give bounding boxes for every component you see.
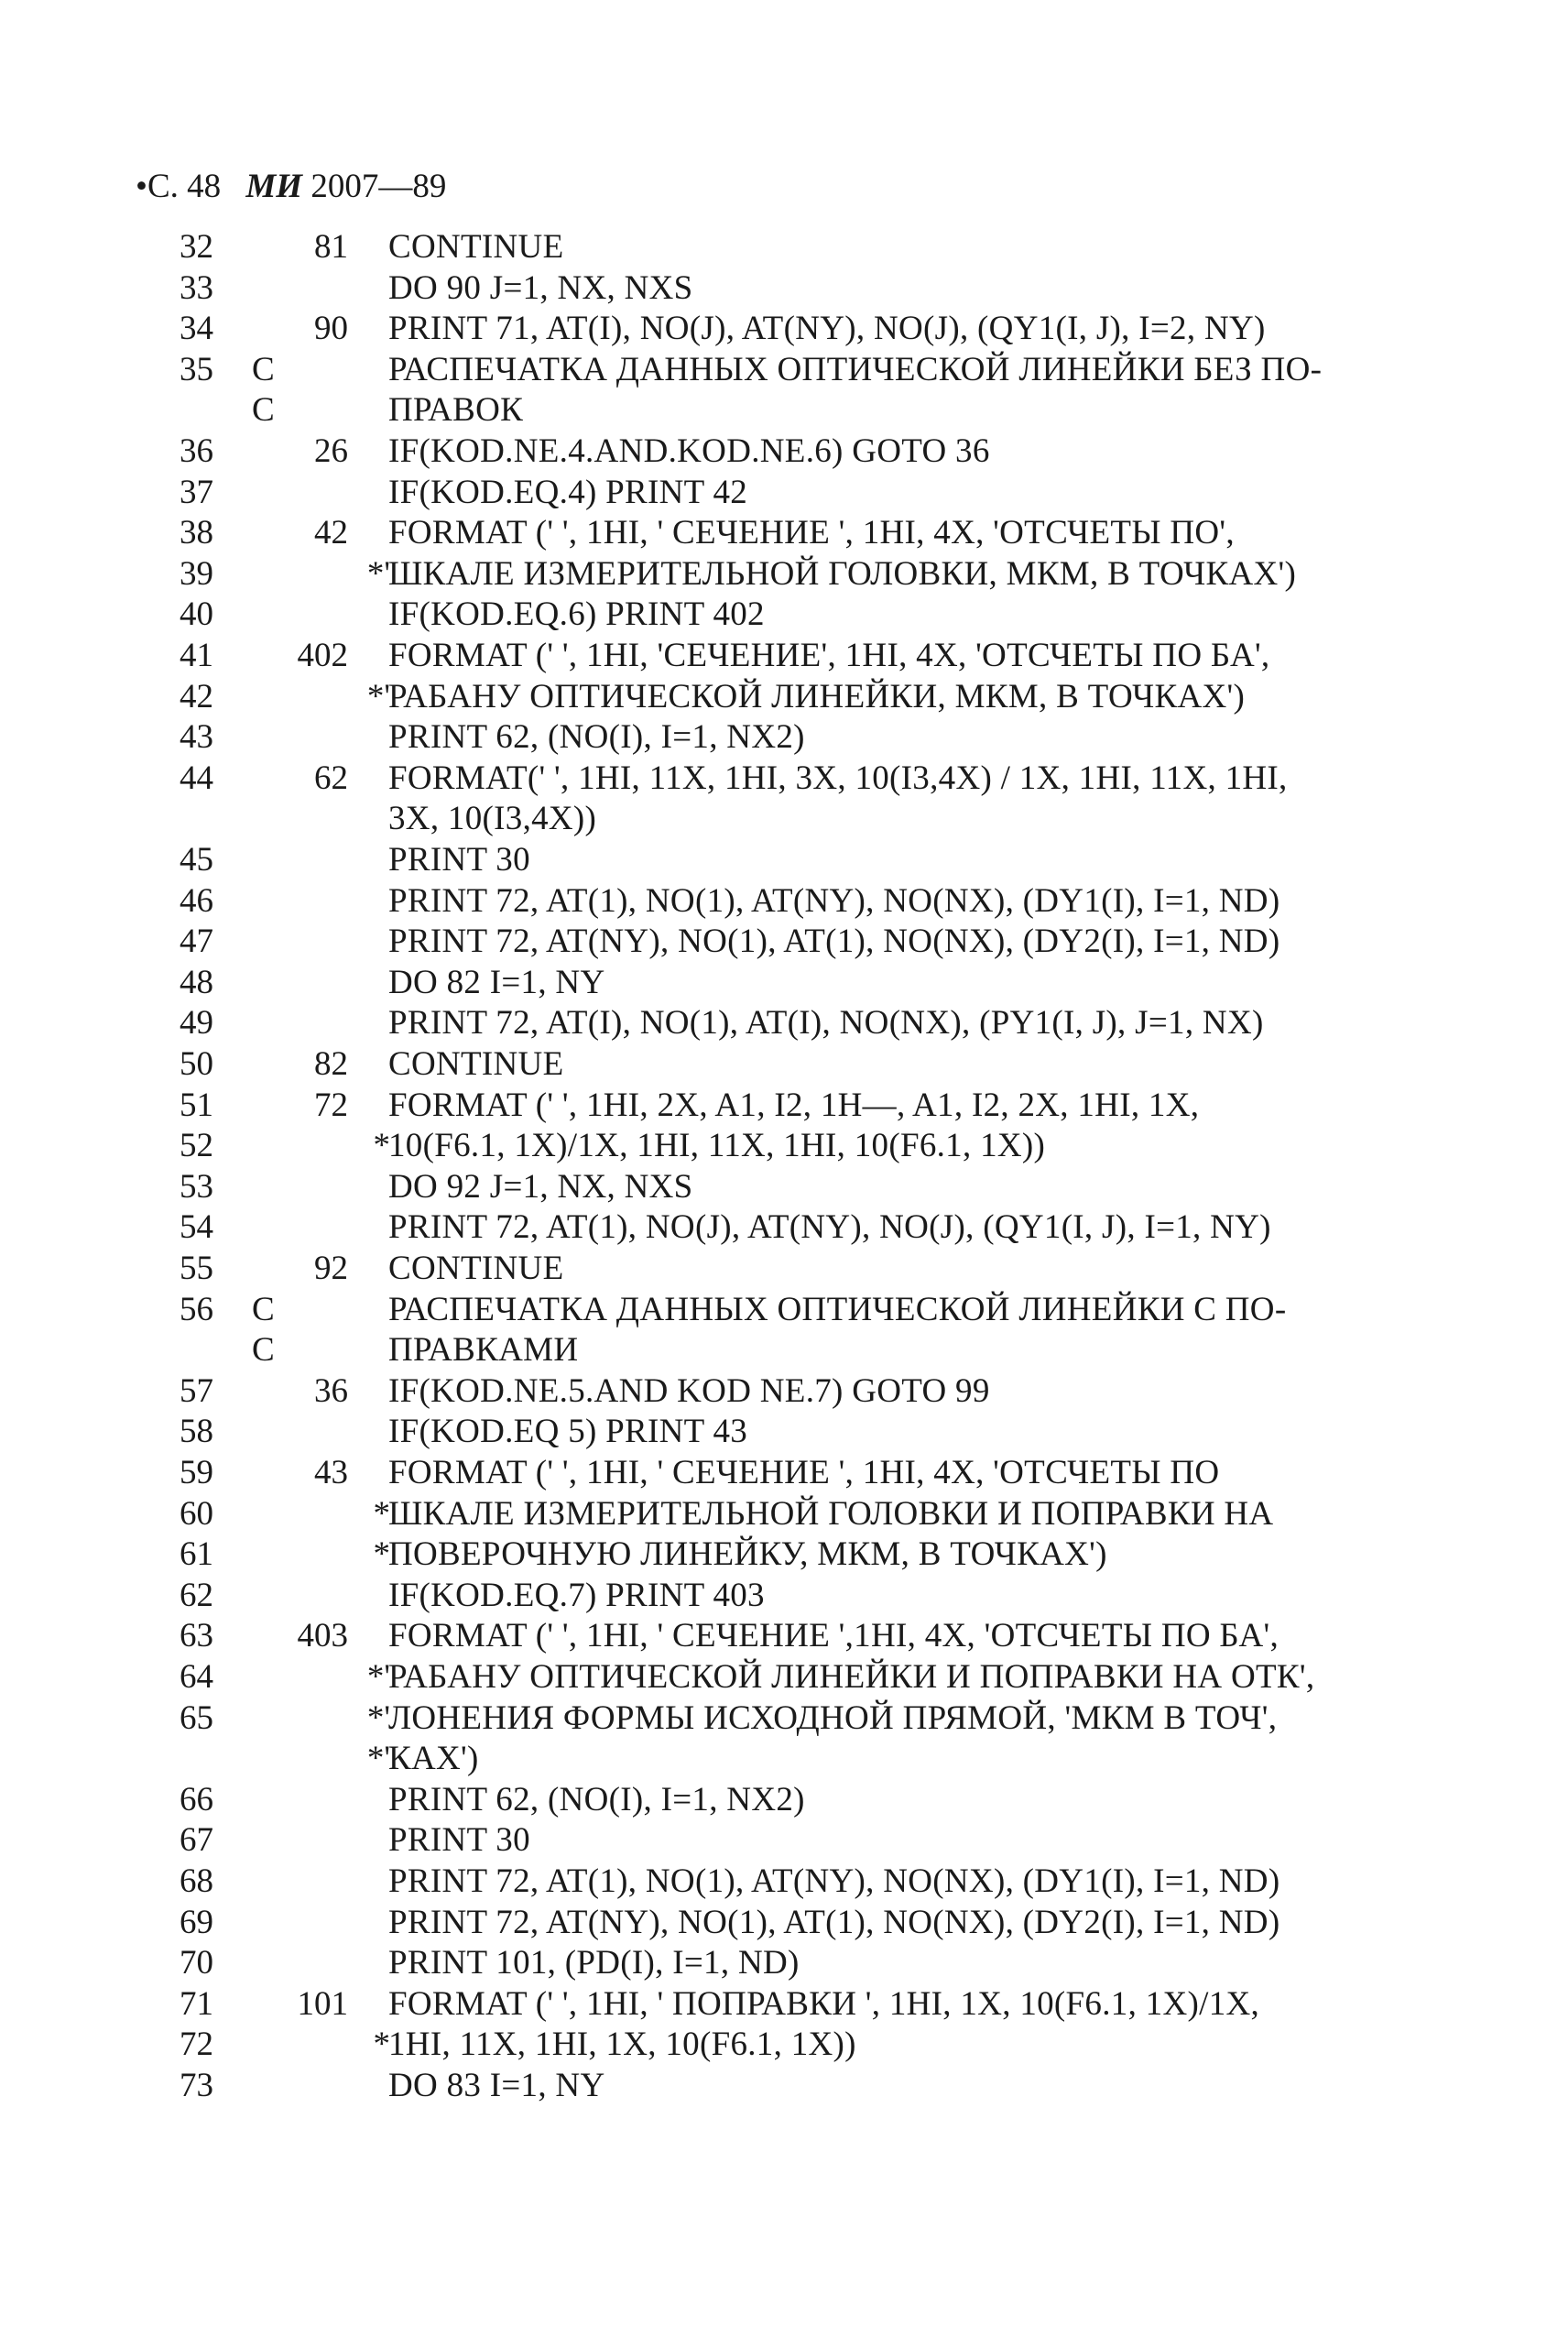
line-number: 49 (180, 1004, 213, 1043)
statement-label: 81 (314, 228, 348, 266)
code-text: PRINT 62, (NO(I), I=1, NX2) (388, 718, 805, 757)
code-text: FORMAT (' ', 1HI, 'СЕЧЕНИЕ', 1HI, 4X, 'ОТСЧЕТЫ ПО БА', (388, 637, 1270, 674)
document-code: МИ 2007—89 (245, 168, 447, 205)
code-text: IF(KOD.NE.5.AND KOD NE.7) GOTO 99 (388, 1371, 990, 1410)
page-reference: •С. 48 (136, 168, 222, 205)
line-number: 34 (180, 310, 213, 348)
statement-label: 72 (314, 1086, 348, 1124)
code-text: PRINT 72, AT(NY), NO(1), AT(1), NO(NX), (DY2(I), I=1, ND) (388, 1903, 1280, 1941)
code-text: DO 90 J=1, NX, NXS (388, 268, 693, 307)
code-text: DO 92 J=1, NX, NXS (388, 1167, 693, 1206)
code-text: CONTINUE (388, 228, 564, 266)
line-number: 70 (180, 1944, 213, 1982)
line-number: 50 (180, 1045, 213, 1083)
continuation-marker: * (373, 1535, 390, 1574)
code-text: FORMAT (' ', 1HI, 2X, A1, I2, 1H—, A1, I2, 2X, 1HI, 1X, (388, 1086, 1200, 1124)
code-text: РАБАНУ ОПТИЧЕСКОЙ ЛИНЕЙКИ, МКМ, В ТОЧКАХ') (388, 677, 1246, 715)
line-number: 47 (180, 923, 213, 961)
statement-label: 42 (314, 514, 348, 552)
code-text: IF(KOD.NE.4.AND.KOD.NE.6) GOTO 36 (388, 432, 990, 470)
line-number: 56 (180, 1290, 213, 1328)
comment-marker: C (252, 350, 275, 388)
code-text: ШКАЛЕ ИЗМЕРИТЕЛЬНОЙ ГОЛОВКИ И ПОПРАВКИ НА (388, 1494, 1274, 1533)
code-text: CONTINUE (388, 1045, 564, 1083)
code-text: PRINT 72, AT(1), NO(1), AT(NY), NO(NX), (DY1(I), I=1, ND) (388, 881, 1280, 920)
continuation-marker: *' (366, 677, 390, 715)
line-number: 44 (180, 759, 213, 797)
code-text: 1HI, 11X, 1HI, 1X, 10(F6.1, 1X)) (388, 2026, 856, 2064)
statement-label: 82 (314, 1045, 348, 1083)
line-number: 67 (180, 1821, 213, 1860)
statement-label: 403 (297, 1617, 348, 1655)
code-text: ЛОНЕНИЯ ФОРМЫ ИСХОДНОЙ ПРЯМОЙ, 'МКМ В ТОЧ', (388, 1698, 1278, 1737)
statement-label: 43 (314, 1454, 348, 1491)
code-text: ПОВЕРОЧНУЮ ЛИНЕЙКУ, МКМ, В ТОЧКАХ') (388, 1535, 1107, 1574)
document-number: 2007—89 (310, 168, 447, 205)
continuation-marker: *' (366, 1698, 390, 1737)
code-text: CONTINUE (388, 1250, 564, 1287)
line-number: 32 (180, 228, 213, 266)
code-text: PRINT 30 (388, 1821, 530, 1860)
line-number: 37 (180, 473, 213, 511)
statement-label: 26 (314, 432, 348, 470)
code-text: 10(F6.1, 1X)/1X, 1HI, 11X, 1HI, 10(F6.1, 1X)) (388, 1127, 1046, 1165)
code-text: ШКАЛЕ ИЗМЕРИТЕЛЬНОЙ ГОЛОВКИ, МКМ, В ТОЧКАХ') (388, 554, 1297, 593)
line-number: 42 (180, 677, 213, 715)
line-number: 53 (180, 1167, 213, 1206)
line-number: 58 (180, 1413, 213, 1451)
line-number: 57 (180, 1371, 213, 1410)
continuation-marker: *' (366, 1658, 390, 1696)
comment-marker: C (252, 1331, 275, 1370)
comment-marker: C (252, 391, 275, 430)
continuation-marker: * (373, 1127, 390, 1165)
line-number: 63 (180, 1617, 213, 1655)
code-text: ПРАВОК (388, 391, 524, 430)
statement-label: 101 (297, 1984, 348, 2023)
code-text: РАСПЕЧАТКА ДАННЫХ ОПТИЧЕСКОЙ ЛИНЕЙКИ БЕЗ ПО- (388, 350, 1323, 388)
line-number: 39 (180, 554, 213, 593)
code-text: PRINT 72, AT(I), NO(1), AT(I), NO(NX), (PY1(I, J), J=1, NX) (388, 1004, 1264, 1043)
line-number: 55 (180, 1250, 213, 1287)
code-text: IF(KOD.EQ 5) PRINT 43 (388, 1413, 748, 1451)
line-number: 59 (180, 1454, 213, 1491)
continuation-marker: * (373, 2026, 390, 2064)
continuation-marker: *' (366, 554, 390, 593)
continuation-marker: * (373, 1494, 390, 1533)
line-number: 73 (180, 2067, 213, 2104)
code-text: PRINT 30 (388, 841, 530, 879)
continuation-marker: *' (366, 1740, 390, 1778)
code-text: РАСПЕЧАТКА ДАННЫХ ОПТИЧЕСКОЙ ЛИНЕЙКИ С ПО- (388, 1290, 1287, 1328)
line-number: 35 (180, 350, 213, 388)
code-text: FORMAT(' ', 1HI, 11X, 1HI, 3X, 10(I3,4X) / 1X, 1HI, 11X, 1HI, (388, 759, 1288, 797)
code-text: PRINT 62, (NO(I), I=1, NX2) (388, 1780, 805, 1818)
line-number: 64 (180, 1658, 213, 1696)
line-number: 48 (180, 963, 213, 1001)
code-text: ПРАВКАМИ (388, 1331, 579, 1370)
code-text: PRINT 72, AT(NY), NO(1), AT(1), NO(NX), (DY2(I), I=1, ND) (388, 923, 1280, 961)
code-text: FORMAT (' ', 1HI, ' СЕЧЕНИЕ ',1HI, 4X, 'ОТСЧЕТЫ ПО БА', (388, 1617, 1279, 1655)
comment-marker: C (252, 1290, 275, 1328)
line-number: 65 (180, 1698, 213, 1737)
code-text: IF(KOD.EQ.4) PRINT 42 (388, 473, 748, 511)
code-text: FORMAT (' ', 1HI, ' СЕЧЕНИЕ ', 1HI, 4X, 'ОТСЧЕТЫ ПО (388, 1454, 1220, 1491)
line-number: 66 (180, 1780, 213, 1818)
line-number: 36 (180, 432, 213, 470)
code-text: 3X, 10(I3,4X)) (388, 800, 597, 838)
line-number: 72 (180, 2026, 213, 2064)
line-number: 41 (180, 637, 213, 674)
code-text: PRINT 101, (PD(I), I=1, ND) (388, 1944, 800, 1982)
statement-label: 92 (314, 1250, 348, 1287)
line-number: 43 (180, 718, 213, 757)
code-text: PRINT 72, AT(1), NO(J), AT(NY), NO(J), (QY1(I, J), I=1, NY) (388, 1208, 1271, 1247)
code-text: IF(KOD.EQ.7) PRINT 403 (388, 1576, 765, 1614)
line-number: 69 (180, 1903, 213, 1941)
line-number: 38 (180, 514, 213, 552)
code-text: PRINT 72, AT(1), NO(1), AT(NY), NO(NX), (DY1(I), I=1, ND) (388, 1862, 1280, 1900)
code-text: IF(KOD.EQ.6) PRINT 402 (388, 595, 765, 634)
statement-label: 62 (314, 759, 348, 797)
line-number: 61 (180, 1535, 213, 1574)
line-number: 52 (180, 1127, 213, 1165)
line-number: 51 (180, 1086, 213, 1124)
line-number: 45 (180, 841, 213, 879)
line-number: 40 (180, 595, 213, 634)
code-text: FORMAT (' ', 1HI, ' ПОПРАВКИ ', 1HI, 1X, 10(F6.1, 1X)/1X, (388, 1984, 1260, 2023)
code-text: РАБАНУ ОПТИЧЕСКОЙ ЛИНЕЙКИ И ПОПРАВКИ НА ОТК', (388, 1658, 1315, 1696)
code-text: FORMAT (' ', 1HI, ' СЕЧЕНИЕ ', 1HI, 4X, 'ОТСЧЕТЫ ПО', (388, 514, 1235, 552)
line-number: 71 (180, 1984, 213, 2023)
line-number: 33 (180, 268, 213, 307)
code-text: DO 82 I=1, NY (388, 963, 605, 1001)
code-text: КАХ') (388, 1740, 479, 1778)
code-text: PRINT 71, AT(I), NO(J), AT(NY), NO(J), (QY1(I, J), I=2, NY) (388, 310, 1266, 348)
line-number: 54 (180, 1208, 213, 1247)
statement-label: 90 (314, 310, 348, 348)
line-number: 68 (180, 1862, 213, 1900)
line-number: 60 (180, 1494, 213, 1533)
code-text: DO 83 I=1, NY (388, 2067, 605, 2104)
line-number: 62 (180, 1576, 213, 1614)
line-number: 46 (180, 881, 213, 920)
statement-label: 402 (297, 637, 348, 674)
statement-label: 36 (314, 1371, 348, 1410)
